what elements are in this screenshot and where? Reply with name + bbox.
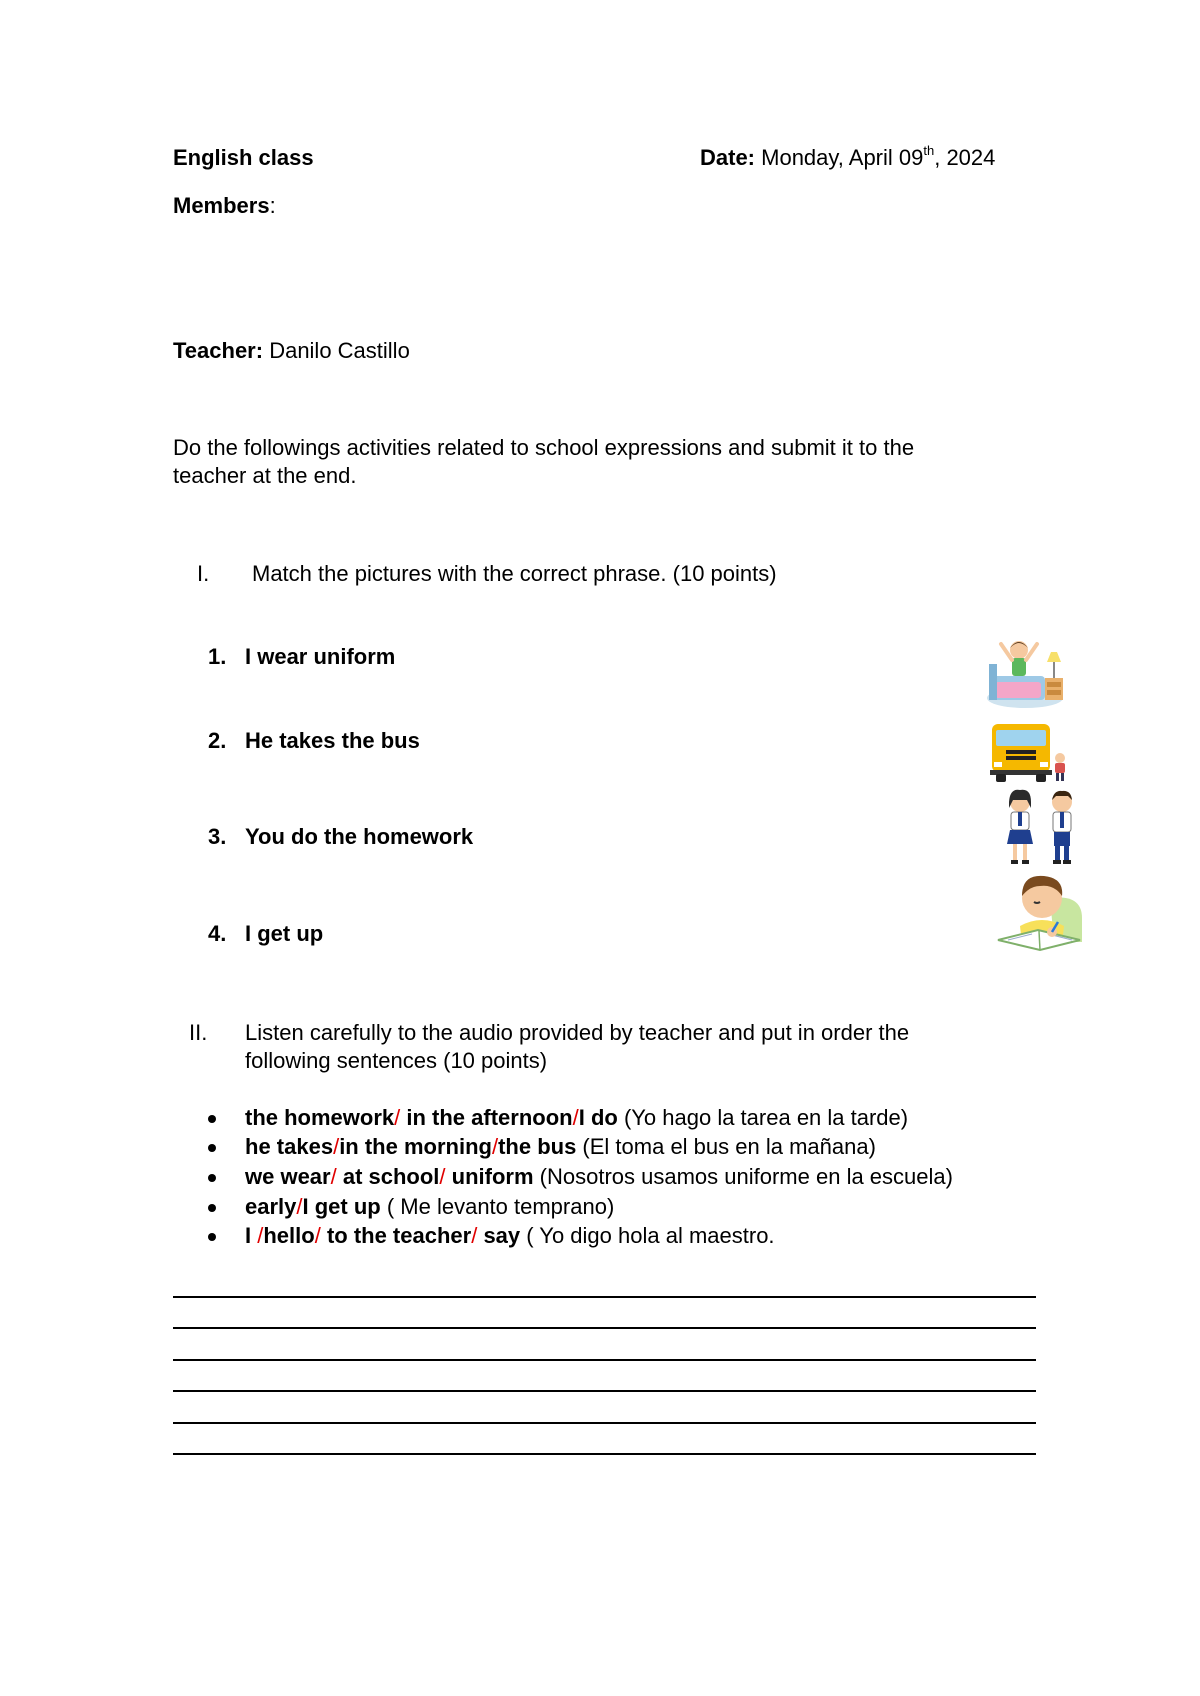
sentence-fragment: the homework bbox=[245, 1105, 395, 1130]
slash-separator: / bbox=[314, 1223, 321, 1248]
date-ordinal-suffix: th bbox=[923, 142, 935, 158]
teacher-label: Teacher: bbox=[173, 338, 264, 363]
scrambled-sentence-3 bbox=[245, 1163, 953, 1191]
sentence-fragment: hello bbox=[263, 1223, 315, 1248]
sentence-translation: ( Yo digo hola al maestro. bbox=[520, 1223, 775, 1248]
sentence-fragment: we wear bbox=[245, 1164, 331, 1189]
slash-separator: / bbox=[439, 1164, 446, 1189]
date-label: Date: bbox=[700, 145, 756, 170]
slash-separator: / bbox=[333, 1134, 340, 1159]
sentence-fragment: to the teacher bbox=[320, 1223, 472, 1248]
sentence-translation: ( Me levanto temprano) bbox=[380, 1194, 615, 1219]
sentence-fragment: say bbox=[477, 1223, 521, 1248]
scrambled-sentence-1 bbox=[245, 1104, 908, 1132]
members-colon: : bbox=[269, 193, 276, 218]
answer-line[interactable] bbox=[173, 1422, 1036, 1424]
match-phrase-2: He takes the bus bbox=[245, 728, 420, 753]
scrambled-sentence-5 bbox=[245, 1222, 775, 1250]
sentence-fragment: I bbox=[245, 1223, 258, 1248]
section-2-numeral: II. bbox=[189, 1020, 208, 1045]
teacher-line bbox=[173, 337, 410, 365]
students-uniform-picture bbox=[998, 788, 1084, 866]
answer-line[interactable] bbox=[173, 1327, 1036, 1329]
section-1-numeral: I. bbox=[197, 561, 210, 586]
instructions-line-1: Do the followings activities related to school expressions and submit it to the bbox=[173, 435, 915, 460]
answer-line[interactable] bbox=[173, 1390, 1036, 1392]
answer-line[interactable] bbox=[173, 1359, 1036, 1361]
slash-separator: / bbox=[257, 1223, 264, 1248]
members-line bbox=[173, 192, 276, 220]
section-1-title: Match the pictures with the correct phrase. (10 points) bbox=[252, 561, 777, 586]
section-2-title-line-1: Listen carefully to the audio provided by teacher and put in order the bbox=[245, 1020, 910, 1045]
bullet-icon bbox=[208, 1174, 216, 1182]
date-line bbox=[700, 144, 995, 172]
sentence-translation: (El toma el bus en la mañana) bbox=[576, 1134, 876, 1159]
sentence-fragment: he takes bbox=[245, 1134, 334, 1159]
slash-separator: / bbox=[330, 1164, 337, 1189]
list-item-number: 2. bbox=[208, 728, 227, 753]
slash-separator: / bbox=[491, 1134, 499, 1159]
match-phrase-3: You do the homework bbox=[245, 824, 474, 849]
slash-separator: / bbox=[572, 1105, 579, 1130]
bullet-icon bbox=[208, 1144, 216, 1152]
scrambled-sentence-2 bbox=[245, 1133, 876, 1161]
sentence-fragment: in the afternoon bbox=[400, 1105, 573, 1130]
slash-separator: / bbox=[394, 1105, 401, 1130]
sentence-fragment: the bus bbox=[498, 1134, 577, 1159]
answer-line[interactable] bbox=[173, 1453, 1036, 1455]
boy-homework-picture bbox=[992, 868, 1088, 954]
list-item-number: 4. bbox=[208, 921, 227, 946]
section-2-title-line-2: following sentences (10 points) bbox=[245, 1048, 548, 1073]
match-phrase-4: I get up bbox=[245, 921, 324, 946]
school-bus-picture bbox=[990, 718, 1070, 784]
date-year: , 2024 bbox=[934, 145, 996, 170]
members-label: Members bbox=[173, 193, 270, 218]
date-value: Monday, April 09 bbox=[755, 145, 924, 170]
class-title: English class bbox=[173, 145, 314, 170]
boy-waking-up-picture bbox=[985, 636, 1069, 712]
bullet-icon bbox=[208, 1204, 216, 1212]
sentence-fragment: early bbox=[245, 1194, 297, 1219]
bullet-icon bbox=[208, 1115, 216, 1123]
scrambled-sentence-4 bbox=[245, 1193, 614, 1221]
list-item-number: 3. bbox=[208, 824, 227, 849]
teacher-name: Danilo Castillo bbox=[263, 338, 410, 363]
sentence-fragment: I do bbox=[578, 1105, 618, 1130]
match-phrase-1: I wear uniform bbox=[245, 644, 396, 669]
sentence-translation: (Yo hago la tarea en la tarde) bbox=[617, 1105, 909, 1130]
slash-separator: / bbox=[296, 1194, 303, 1219]
sentence-fragment: in the morning bbox=[339, 1134, 492, 1159]
sentence-fragment: at school bbox=[336, 1164, 440, 1189]
slash-separator: / bbox=[471, 1223, 478, 1248]
answer-line[interactable] bbox=[173, 1296, 1036, 1298]
sentence-translation: (Nosotros usamos uniforme en la escuela) bbox=[533, 1164, 953, 1189]
sentence-fragment: I get up bbox=[302, 1194, 381, 1219]
bullet-icon bbox=[208, 1233, 216, 1241]
list-item-number: 1. bbox=[208, 644, 227, 669]
instructions-line-2: teacher at the end. bbox=[173, 463, 357, 488]
sentence-fragment: uniform bbox=[445, 1164, 534, 1189]
